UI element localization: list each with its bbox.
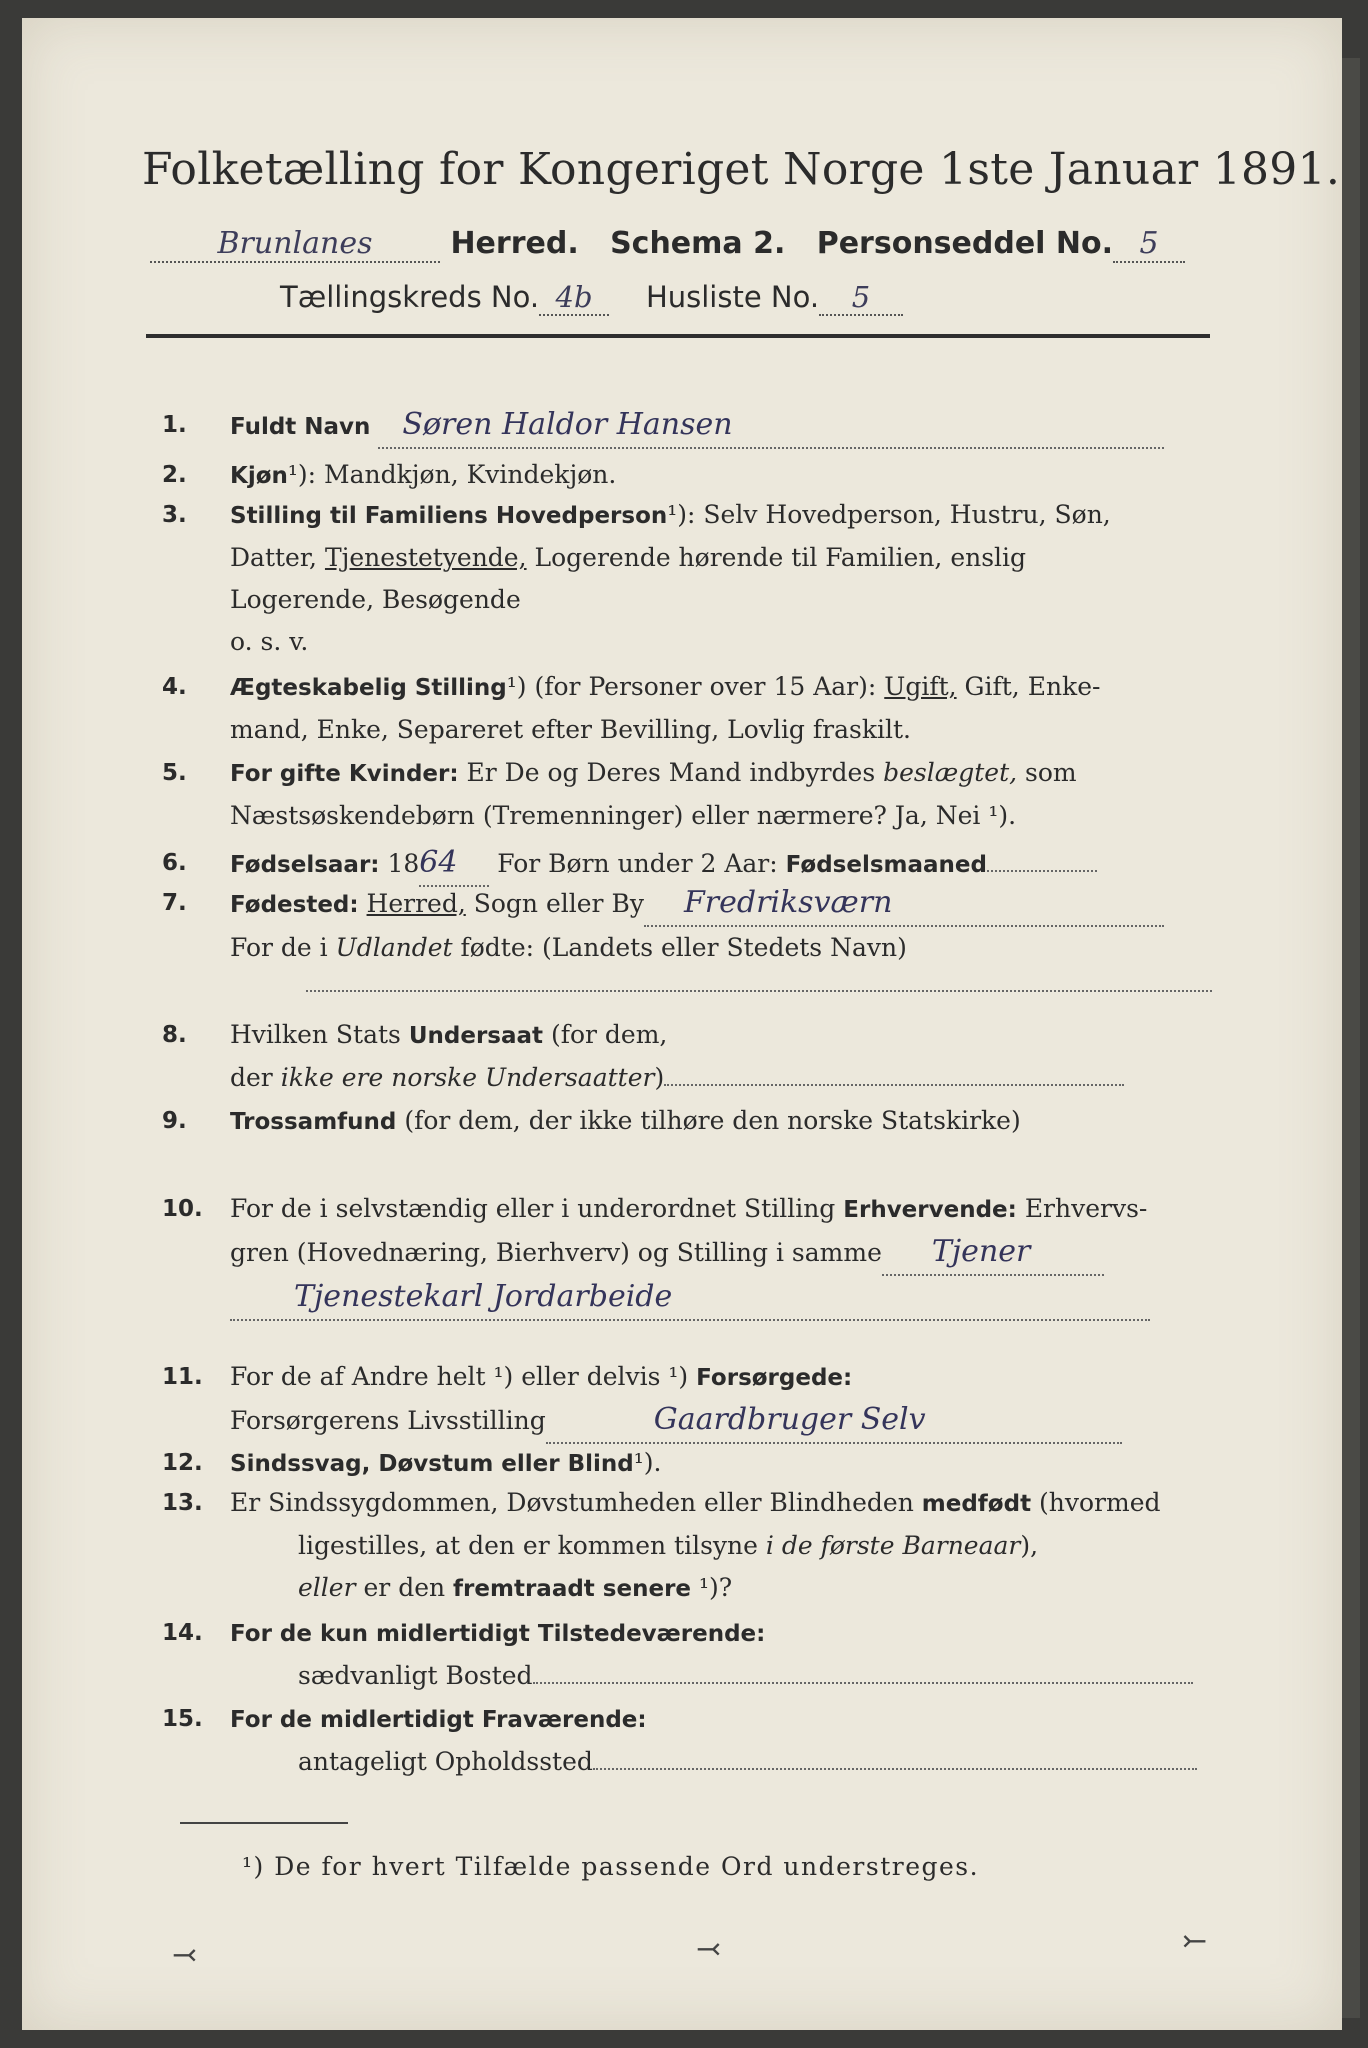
- question-number: 6.: [162, 850, 187, 876]
- question-number: 4.: [162, 674, 187, 700]
- question-number: 11.: [162, 1364, 203, 1390]
- occupation-value-1: Tjener: [931, 1234, 1031, 1269]
- birth-year-label: Fødselsaar:: [230, 852, 380, 878]
- marital-status-label: Ægteskabelig Stilling: [230, 675, 507, 701]
- center-mark-icon: ⤙: [696, 1932, 722, 1967]
- header-line-2: [280, 280, 903, 316]
- census-form: Folketælling for Kongeriget Norge 1ste Januar 1891. Brunlanes Herred. Schema 2. Personseddel No. 5 Tællingskreds No. 4b Husliste No. 5 1. Fuldt Navn Søren Haldor Hansen 2. Kjøn¹): Mandkjøn, Kvindekjøn. 3. Stilling til Familiens Hovedperson¹): Selv Hovedperson, Hustru, Søn, Datter, Tjenestetyende, Logerende hørende til Familien, enslig Logerende, Besøgende o. s. v. 4. Ægteskabelig Stilling¹) (for Personer over 15 Aar): Ugift, Gift, Enke- mand, Enke, Separeret efter Bevilling, Lovlig fraskilt. 5. For gifte Kvinder: Er De og Deres Mand indbyrdes beslægtet, som Næstsøskendebørn (Tremenninger) eller nærmere? Ja, Nei ¹). 6. Fødselsaar: 1864 For Børn under 2 Aar: Fødselsmaaned 7. Fødested: Herred, Sogn eller By Fredriksværn For de i Udlandet fødte: (Landets eller Stedets Navn) 8. Hvilken Stats Undersaat (for dem, der ikke ere norske Undersaatter) 9. Trossamfund (for dem, der ikke tilhøre den norske Statskirke) 10. For de i selvstændig eller i underordnet Stilling Erhvervende: Erhvervs- gren (Hovednæring, Bierhverv) og Stilling i samme Tjener Tjenestekarl Jordarbeide 11. For de af Andre helt ¹) eller delvis ¹) Forsørgede: Forsørgerens Livsstilling Gaardbruger Selv 12. Sindssvag, Døvstum eller Blind¹). 13. Er Sindssygdommen, Døvstumheden eller Blindheden medfødt (hvormed ligestilles, at den er kommen tilsyne i de første Barneaar), eller er den fremtraadt senere ¹)? 14. For de kun midlertidigt Tilstedeværende: sædvanligt Bosted 15. For de midlertidigt Fraværende: antageligt Opholdssted ¹) De for hvert Tilfælde passende Ord understreges. ⤙ ⤙ ⤚: [22, 18, 1342, 2030]
- form-title: Folketælling for Kongeriget Norge 1ste Januar 1891.: [142, 144, 1341, 195]
- header-line-1: [150, 226, 1185, 263]
- footnote-rule: [180, 1822, 348, 1824]
- family-position-label: Stilling til Familiens Hovedperson: [230, 503, 668, 529]
- birthplace-value: Fredriksværn: [683, 885, 893, 920]
- personseddel-value: 5: [1139, 226, 1159, 261]
- occupation-value-2: Tjenestekarl Jordarbeide: [294, 1279, 673, 1314]
- religion-label: Trossamfund: [230, 1109, 397, 1135]
- full-name-value: Søren Haldor Hansen: [402, 407, 733, 442]
- occupation-label: Erhvervende:: [843, 1197, 1017, 1223]
- herred-label: Herred.: [450, 226, 579, 261]
- underlined-choice: Ugift,: [884, 672, 957, 701]
- taellingskreds-value: 4b: [555, 280, 593, 314]
- page-edge: [1342, 58, 1360, 2018]
- question-number: 12.: [162, 1450, 203, 1476]
- question-number: 14.: [162, 1620, 203, 1646]
- dependents-label: Forsørgede:: [696, 1365, 853, 1391]
- corner-mark-icon: ⤚: [1182, 1924, 1208, 1959]
- header-rule: [146, 334, 1210, 338]
- personseddel-label: Personseddel No.: [816, 226, 1114, 261]
- dotted-line: [306, 990, 1212, 992]
- taellingskreds-label: Tællingskreds No.: [280, 280, 540, 314]
- question-number: 3.: [162, 502, 187, 528]
- supporter-occupation-value: Gaardbruger Selv: [653, 1402, 926, 1437]
- question-number: 13.: [162, 1490, 203, 1516]
- underlined-choice: Tjenestetyende,: [324, 543, 527, 572]
- birthplace-label: Fødested:: [230, 892, 359, 918]
- question-number: 9.: [162, 1108, 187, 1134]
- gender-label: Kjøn: [230, 463, 288, 489]
- herred-value: Brunlanes: [217, 226, 373, 261]
- schema-label: Schema 2.: [610, 226, 786, 261]
- question-number: 7.: [162, 890, 187, 916]
- husliste-value: 5: [851, 280, 871, 314]
- temporary-absent-label: For de midlertidigt Fraværende:: [230, 1707, 647, 1733]
- question-number: 1.: [162, 412, 187, 438]
- disability-label: Sindssvag, Døvstum eller Blind: [230, 1451, 634, 1477]
- married-women-label: For gifte Kvinder:: [230, 761, 459, 787]
- congenital-label: medfødt: [921, 1491, 1032, 1517]
- husliste-label: Husliste No.: [645, 280, 820, 314]
- corner-mark-icon: ⤙: [172, 1938, 198, 1973]
- birth-year-value: 64: [419, 845, 458, 880]
- nationality-label: Undersaat: [408, 1023, 544, 1049]
- question-number: 5.: [162, 760, 187, 786]
- question-number: 15.: [162, 1706, 203, 1732]
- question-number: 8.: [162, 1022, 187, 1048]
- full-name-label: Fuldt Navn: [230, 414, 371, 440]
- question-number: 2.: [162, 462, 187, 488]
- footnote: ¹) De for hvert Tilfælde passende Ord understreges.: [242, 1852, 980, 1881]
- temporary-present-label: For de kun midlertidigt Tilstedeværende:: [230, 1621, 766, 1647]
- gender-options: Mandkjøn, Kvindekjøn.: [324, 460, 617, 489]
- question-number: 10.: [162, 1196, 203, 1222]
